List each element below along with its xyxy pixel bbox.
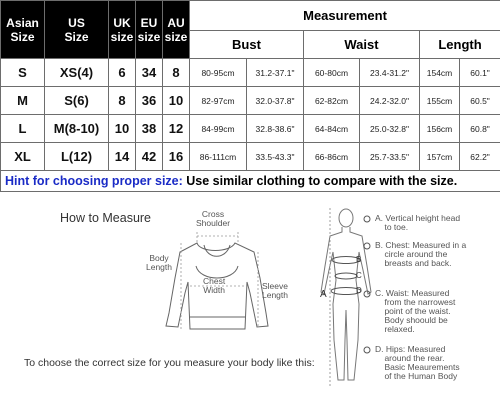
cell-au-size: 16 <box>163 143 190 171</box>
table-row <box>1 59 500 87</box>
cell-asian-size: M <box>1 87 45 115</box>
cell-uk-size: 10 <box>109 115 136 143</box>
cell-length-cm: 157cm <box>420 143 460 171</box>
cell-waist-in: 24.2-32.0" <box>360 87 420 115</box>
cell-length-cm: 156cm <box>420 115 460 143</box>
cell-waist-cm: 60-80cm <box>304 59 360 87</box>
cell-bust-in: 33.5-43.3" <box>247 143 304 171</box>
marker-b: B <box>356 255 362 264</box>
cell-length-in: 60.1" <box>460 59 500 87</box>
cell-bust-in: 32.0-37.8" <box>247 87 304 115</box>
table-row <box>1 143 500 171</box>
hint-label: Hint for choosing proper size: <box>5 174 183 188</box>
marker-c: C <box>356 271 362 280</box>
cell-length-in: 60.5" <box>460 87 500 115</box>
hint-text: Use similar clothing to compare with the size. <box>182 174 458 188</box>
size-chart-table <box>0 0 500 192</box>
cross-shoulder-label: Cross Shoulder <box>196 209 231 228</box>
cell-bust-in: 32.8-38.6" <box>247 115 304 143</box>
header-waist: Waist <box>304 31 420 59</box>
measurement-illustration <box>0 190 500 406</box>
note-d: D. Hips: Measured around the rear. Basic Meaurements of the Human Body <box>375 344 460 381</box>
cell-us-size: M(8-10) <box>45 115 109 143</box>
cell-waist-cm: 62-82cm <box>304 87 360 115</box>
sleeve-length-label: Sleeve Length <box>262 281 288 300</box>
header-au-size: AU size <box>163 1 190 59</box>
chest-width-label: Chest Width <box>203 276 226 295</box>
note-b: B. Chest: Measured in a circle around the breasts and back. <box>375 240 467 268</box>
cell-asian-size: L <box>1 115 45 143</box>
cell-bust-cm: 84-99cm <box>190 115 247 143</box>
body-length-label: Body Length <box>146 253 172 272</box>
hint-row <box>1 171 500 192</box>
hint-cell <box>1 171 500 192</box>
waist-circle <box>335 273 357 279</box>
cell-uk-size: 14 <box>109 143 136 171</box>
cell-au-size: 8 <box>163 59 190 87</box>
cell-length-in: 62.2" <box>460 143 500 171</box>
cell-waist-in: 25.0-32.8" <box>360 115 420 143</box>
note-a-bullet <box>364 216 370 222</box>
cell-eu-size: 42 <box>136 143 163 171</box>
cell-bust-cm: 86-111cm <box>190 143 247 171</box>
header-bust: Bust <box>190 31 304 59</box>
cell-bust-in: 31.2-37.1" <box>247 59 304 87</box>
header-us-size: US Size <box>45 1 109 59</box>
marker-a: A <box>320 289 327 300</box>
cell-uk-size: 8 <box>109 87 136 115</box>
cell-bust-cm: 82-97cm <box>190 87 247 115</box>
note-a: A. Vertical height head to toe. <box>375 213 461 232</box>
marker-d: D <box>356 286 362 295</box>
cell-length-cm: 154cm <box>420 59 460 87</box>
cell-eu-size: 38 <box>136 115 163 143</box>
table-row <box>1 87 500 115</box>
note-c: C. Waist: Measured from the narrowest point of the waist. Body shoould be relaxed. <box>375 288 456 334</box>
cell-eu-size: 36 <box>136 87 163 115</box>
cell-eu-size: 34 <box>136 59 163 87</box>
note-d-bullet <box>364 347 370 353</box>
how-to-measure-title: How to Measure <box>60 211 152 225</box>
cell-asian-size: XL <box>1 143 45 171</box>
cell-bust-cm: 80-95cm <box>190 59 247 87</box>
cell-waist-in: 25.7-33.5" <box>360 143 420 171</box>
cell-us-size: L(12) <box>45 143 109 171</box>
header-uk-size: UK size <box>109 1 136 59</box>
cell-waist-cm: 66-86cm <box>304 143 360 171</box>
cell-asian-size: S <box>1 59 45 87</box>
cell-waist-in: 23.4-31.2" <box>360 59 420 87</box>
note-b-bullet <box>364 243 370 249</box>
cell-au-size: 10 <box>163 87 190 115</box>
header-length: Length <box>420 31 500 59</box>
cell-length-in: 60.8" <box>460 115 500 143</box>
footer-instruction: To choose the correct size for you measure your body like this: <box>24 357 315 369</box>
header-measurement: Measurement <box>190 1 500 31</box>
cell-waist-cm: 64-84cm <box>304 115 360 143</box>
table-row <box>1 115 500 143</box>
note-c-bullet <box>364 291 370 297</box>
cell-length-cm: 155cm <box>420 87 460 115</box>
header-asian-size: Asian Size <box>1 1 45 59</box>
cell-uk-size: 6 <box>109 59 136 87</box>
cell-us-size: XS(4) <box>45 59 109 87</box>
cell-au-size: 12 <box>163 115 190 143</box>
cell-us-size: S(6) <box>45 87 109 115</box>
header-eu-size: EU size <box>136 1 163 59</box>
